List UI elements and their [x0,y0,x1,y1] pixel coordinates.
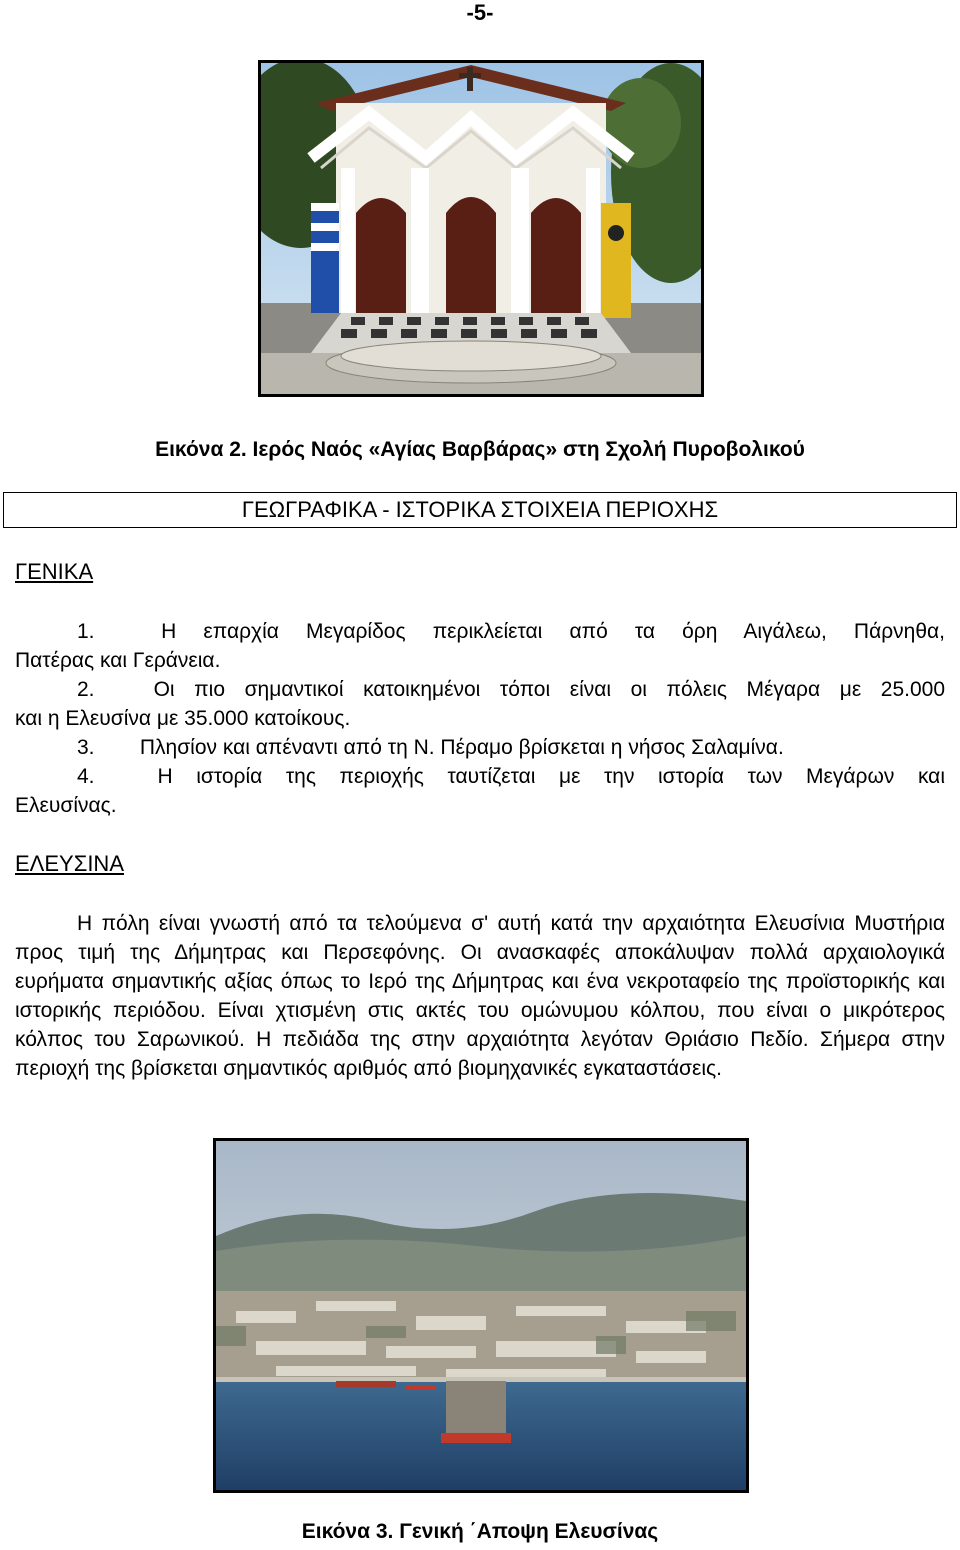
aerial-city-photo-icon [216,1141,746,1490]
list-item-text: Η επαρχία Μεγαρίδος περικλείεται από τα όρη Αιγάλεω, Πάρνηθα, [161,620,945,643]
list-item-4-cont: Ελευσίνας. [15,794,117,817]
section-title-box [3,492,957,528]
list-item-text: Πλησίον και απέναντι από τη Ν. Πέραμο βρίσκεται η νήσος Σαλαμίνα. [139,736,784,759]
elefsina-paragraph: Η πόλη είναι γνωστή από τα τελούμενα σ' αυτή κατά την αρχαιότητα Ελευσίνια Μυστήρια προς τιμή της Δήμητρας και Περσεφόνης. Οι ανασκαφές αποκάλυψαν πολλά αρχαιολογικά ευρήματα σημαντικής αξίας όπως το Ιερό της Δήμητρας και ένα νεκροταφείο της προϊστορικής και ιστορικής περιόδου. Είναι χτισμένη στις ακτές του ομώνυμου κόλπου, που είναι ο μικρότερος κόλπος του Σαρωνικού. Η πεδιάδα της στην αρχαιότητα λεγόταν Θριάσιο Πεδίο. Σήμερα στην περιοχή της βρίσκεται σημαντικός αριθμός από βιομηχανικές εγκαταστάσεις. [15,912,945,1080]
list-item-text: Οι πιο σημαντικοί κατοικημένοι τόποι είναι οι πόλεις Μέγαρα με 25.000 [153,678,945,701]
section-title: ΓΕΩΓΡΑΦΙΚΑ - ΙΣΤΟΡΙΚΑ ΣΤΟΙΧΕΙΑ ΠΕΡΙΟΧΗΣ [241,497,719,522]
list-item-number: 2. [77,678,95,701]
aerial-photo-frame [213,1138,749,1493]
general-heading: ΓΕΝΙΚΑ [15,559,94,584]
elefsina-heading: ΕΛΕΥΣΙΝΑ [15,851,124,876]
list-item-3 [15,733,784,762]
list-item-number: 3. [77,736,95,759]
page-number: -5- [466,0,494,25]
list-item-1 [15,617,945,646]
list-item-text: Η ιστορία της περιοχής ταυτίζεται με την ιστορία των Μεγάρων και [157,765,945,788]
list-item-1-cont: Πατέρας και Γεράνεια. [15,649,221,672]
church-photo-frame [258,60,704,397]
list-item-number: 4. [77,765,95,788]
list-item-4 [15,762,945,791]
list-item-number: 1. [77,620,95,643]
list-item-2 [15,675,945,704]
church-photo-icon [261,63,701,394]
figure-3-caption: Εικόνα 3. Γενική ΄Αποψη Ελευσίνας [301,1520,659,1543]
list-item-2-cont: και η Ελευσίνα με 35.000 κατοίκους. [15,707,351,730]
figure-2-caption: Εικόνα 2. Ιερός Ναός «Αγίας Βαρβάρας» στη Σχολή Πυροβολικού [155,438,805,461]
